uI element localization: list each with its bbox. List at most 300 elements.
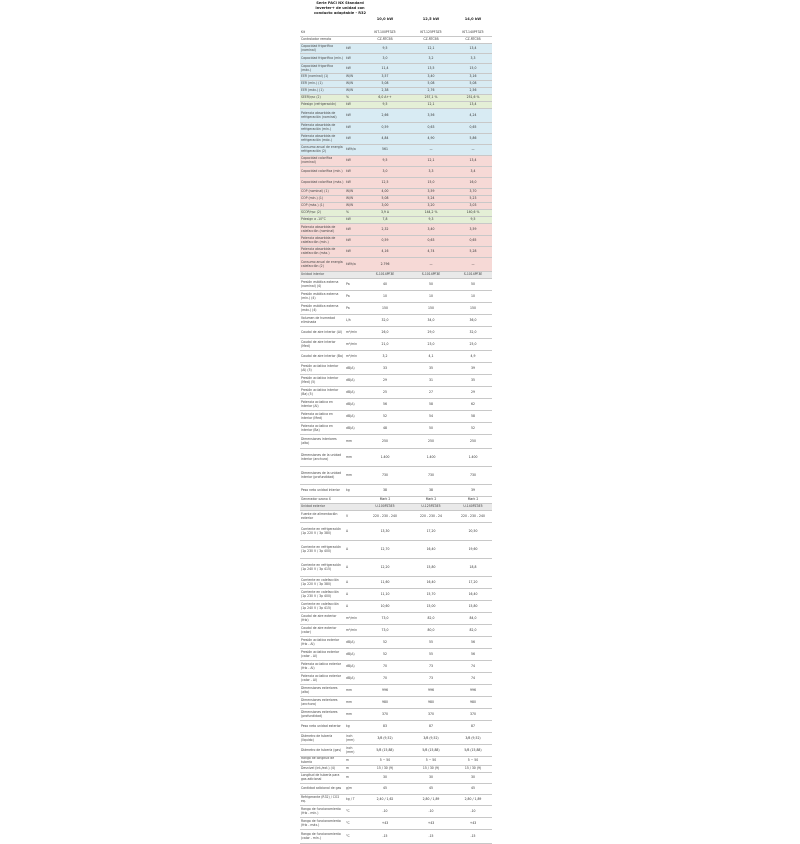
- row-label: Diámetro de tubería (gas): [301, 747, 342, 752]
- row-value: 140,6 %: [466, 210, 480, 215]
- row-value: 9,5: [470, 217, 476, 222]
- row-unit: [346, 497, 360, 503]
- row-value: Mark 2: [379, 497, 391, 502]
- table-row: [300, 589, 492, 601]
- row-label: Desnivel (int./ext.) (4): [301, 766, 336, 771]
- row-unit: W/W: [346, 203, 354, 208]
- row-value: 29,0: [427, 329, 435, 334]
- row-unit: [346, 504, 360, 510]
- table-row: [300, 102, 492, 109]
- row-label: Volumen de humedad eliminada: [301, 315, 335, 324]
- row-value: 3,16: [469, 74, 477, 79]
- row-label: Kit: [301, 30, 306, 35]
- row-label: COP (nominal) (1): [301, 189, 329, 194]
- row-value: 36,0: [469, 317, 477, 322]
- table-row: [300, 709, 492, 721]
- row-value: 561: [382, 147, 388, 152]
- row-value: 3/8 (9,52): [465, 735, 481, 740]
- table-row: [300, 64, 492, 74]
- row-label: Rango de funcionamiento (calor - mín.): [301, 831, 341, 840]
- row-value: Mark 2: [425, 497, 437, 502]
- row-value: 25: [383, 389, 387, 394]
- row-value: 58: [471, 413, 475, 418]
- row-value: KIT-125PF3Z5: [420, 30, 442, 35]
- row-value: 3,57: [381, 74, 389, 79]
- row-value: 56: [471, 639, 475, 644]
- table-row: [300, 134, 492, 145]
- row-value: 3,40: [427, 226, 435, 231]
- row-unit: A: [346, 528, 349, 533]
- row-value: 980: [470, 699, 476, 704]
- row-unit: %: [346, 210, 349, 215]
- row-unit: m: [346, 775, 350, 780]
- row-value: 1.400: [380, 454, 390, 459]
- row-value: 73: [429, 675, 433, 680]
- row-value: 2,76: [427, 88, 435, 93]
- row-value: 4,1: [428, 353, 434, 358]
- row-value: 12,1: [427, 45, 435, 50]
- row-value: 18,8: [469, 564, 477, 569]
- row-label: Caudal de aire interior (Ba): [301, 353, 344, 358]
- row-value: 2.796: [380, 261, 390, 266]
- row-value: 4,74: [427, 249, 435, 254]
- row-value: 980: [382, 699, 388, 704]
- table-row: [300, 167, 492, 178]
- table-row: [300, 351, 492, 363]
- table-row: [300, 818, 492, 830]
- row-label: Dimensiones de la unidad interior (profundidad): [301, 470, 342, 479]
- row-value: 33: [383, 365, 387, 370]
- row-label: Rango de funcionamiento (frío - mín.): [301, 806, 341, 815]
- row-label: Caudal de aire exterior (frío): [301, 613, 337, 622]
- row-unit: inch (mm): [346, 745, 355, 754]
- table-row: [300, 795, 492, 806]
- row-label: EER (nominal) (1): [301, 74, 329, 79]
- table-row: [300, 625, 492, 637]
- row-value: 31: [429, 377, 433, 382]
- row-label: Potencia absorbida de refrigeración (máx.): [301, 134, 336, 142]
- row-value: 370: [470, 711, 476, 716]
- row-value: -15: [382, 833, 388, 838]
- table-row: [300, 291, 492, 303]
- row-value: 2,80 / 1,89: [464, 797, 482, 802]
- row-label: Generador ozono X: [301, 497, 331, 502]
- row-label: Consumo anual de energía refrigeración (2): [301, 145, 343, 153]
- row-value: 0,63: [427, 238, 435, 243]
- table-row: [300, 721, 492, 733]
- row-unit: kW: [346, 55, 351, 60]
- row-value: 3,4: [470, 169, 476, 174]
- table-row: [300, 303, 492, 315]
- row-unit: m³/min: [346, 341, 358, 346]
- row-value: 5,08: [381, 81, 389, 86]
- row-unit: Pa: [346, 281, 350, 286]
- row-label: Dimensiones de la unidad interior (anchura): [301, 452, 342, 461]
- table-row: [300, 30, 492, 37]
- table-row: [300, 145, 492, 156]
- row-value: 73: [429, 663, 433, 668]
- row-value: 3,20: [427, 203, 435, 208]
- row-value: 55: [429, 639, 433, 644]
- row-unit: V: [346, 513, 349, 518]
- row-value: S-1014PF3E: [421, 272, 441, 277]
- row-value: 150: [428, 305, 434, 310]
- row-label: Corriente en calefacción (1p 230 V / 3p 400): [301, 589, 339, 598]
- row-value: 730: [382, 472, 388, 477]
- row-value: 11,60: [380, 579, 390, 584]
- row-value: 15,80: [468, 603, 478, 608]
- row-unit: inch (mm): [346, 733, 355, 742]
- row-value: 10: [471, 293, 475, 298]
- row-value: 54: [429, 413, 433, 418]
- row-unit: g/m: [346, 786, 353, 791]
- row-value: 80,0: [427, 627, 435, 632]
- row-value: 10,60: [380, 603, 390, 608]
- row-label: Longitud de tubería para gas adicional: [301, 773, 340, 781]
- row-value: -15: [428, 833, 434, 838]
- row-value: 3,2: [382, 353, 388, 358]
- table-row: [300, 54, 492, 64]
- row-value: 56: [471, 651, 475, 656]
- row-label: Pdesign a -10°C: [301, 217, 326, 222]
- row-label: Cantidad adicional de gas: [301, 786, 342, 791]
- row-value: 5/8 (15,88): [464, 747, 482, 752]
- row-label: Potencia absorbida de calefacción (nominal): [301, 224, 336, 233]
- row-label: SCOP/ηsc (2): [301, 210, 322, 215]
- row-value: 4,00: [381, 189, 389, 194]
- row-value: 40: [383, 281, 387, 286]
- table-row: [300, 95, 492, 102]
- row-value: 15,70: [426, 591, 436, 596]
- row-value: 12,1: [427, 158, 435, 163]
- row-label: Dimensiones exteriores (profundidad): [301, 709, 338, 718]
- table-row: [300, 327, 492, 339]
- row-unit: kW: [346, 136, 351, 141]
- row-label: Potencia absorbida de calefacción (máx.): [301, 247, 336, 255]
- row-value: 73,0: [381, 627, 389, 632]
- row-value: 5,24: [427, 196, 435, 201]
- row-value: 34,0: [427, 317, 435, 322]
- table-row: [300, 387, 492, 399]
- row-value: 13,4: [469, 158, 477, 163]
- row-unit: °C: [346, 808, 350, 813]
- table-row: [300, 411, 492, 423]
- row-value: 50: [471, 281, 475, 286]
- row-value: 87: [429, 723, 433, 728]
- row-value: 70: [383, 675, 387, 680]
- row-value: 996: [428, 687, 434, 692]
- row-value: KIT-100PF3Z5: [374, 30, 396, 35]
- row-label: Caudal de aire interior (Al): [301, 329, 343, 334]
- row-value: CZ-RTC5B: [423, 37, 439, 42]
- row-unit: kW: [346, 112, 351, 117]
- row-value: 52: [383, 651, 387, 656]
- row-value: 6,0 A++: [378, 95, 392, 100]
- row-value: 150: [382, 305, 388, 310]
- row-value: 370: [382, 711, 388, 716]
- row-value: 7,8: [382, 217, 388, 222]
- row-value: 45: [429, 786, 433, 791]
- table-row: [300, 399, 492, 411]
- row-value: 3,59: [469, 226, 477, 231]
- row-value: 5,28: [469, 249, 477, 254]
- row-label: Rango de funcionamiento (frío - máx.): [301, 818, 341, 827]
- row-value: 3,40: [427, 74, 435, 79]
- row-value: 2,66: [381, 112, 389, 117]
- row-value: 220 - 230 - 24: [420, 513, 442, 518]
- row-unit: L/h: [346, 317, 351, 322]
- row-value: 3,9 A: [380, 210, 390, 215]
- row-value: 11,4: [381, 65, 389, 70]
- row-label: Caudal de aire interior (Med): [301, 339, 336, 348]
- row-label: Unidad interior: [301, 272, 325, 277]
- table-row: [300, 210, 492, 217]
- row-value: 2,40 / 1,62: [376, 797, 394, 802]
- row-label: Potencia acústica en interior (Al): [301, 399, 333, 408]
- row-value: 15,00: [426, 603, 436, 608]
- row-value: 13,30: [380, 528, 390, 533]
- row-label: Controlador remoto: [301, 37, 332, 42]
- row-value: 1.400: [468, 454, 478, 459]
- row-value: CZ-RTC5B: [465, 37, 481, 42]
- row-unit: [346, 272, 360, 278]
- row-value: 2,80 / 1,89: [422, 797, 440, 802]
- row-unit: m³/min: [346, 627, 358, 632]
- table-row: [300, 511, 492, 523]
- row-value: 16,40: [426, 579, 436, 584]
- row-value: CZ-RTC5B: [377, 37, 393, 42]
- row-value: 73,0: [381, 615, 389, 620]
- table-row: [300, 339, 492, 351]
- row-value: 4,24: [469, 112, 477, 117]
- row-value: —: [471, 147, 475, 152]
- table-row: [300, 733, 492, 745]
- row-label: Presión acústica exterior (calor - Al): [301, 649, 340, 658]
- row-value: U-100PZ3E5: [375, 504, 395, 509]
- row-value: 3,59: [427, 189, 435, 194]
- table-row: [300, 449, 492, 467]
- row-value: 30: [383, 775, 387, 780]
- row-value: 38: [429, 487, 433, 492]
- row-label: Capacidad frigorífica (nominal): [301, 44, 334, 52]
- table-row: [300, 577, 492, 589]
- row-value: 3,0: [382, 55, 388, 60]
- row-value: 980: [428, 699, 434, 704]
- row-unit: kWh/a: [346, 147, 356, 152]
- row-label: Presión estática externa (nominal) (4): [301, 279, 339, 288]
- row-value: —: [429, 261, 433, 266]
- row-label: Dimensiones interiores (alto): [301, 436, 337, 445]
- row-value: +43: [469, 820, 477, 825]
- table-row: [300, 784, 492, 795]
- row-label: Capacidad frigorífica (máx.): [301, 64, 334, 72]
- row-value: 9,5: [382, 102, 388, 107]
- table-row: [300, 601, 492, 613]
- row-unit: A: [346, 603, 349, 608]
- row-value: 0,63: [427, 125, 435, 130]
- table-row: [300, 279, 492, 291]
- row-value: 0,59: [381, 238, 389, 243]
- row-value: 5 ~ 50: [467, 758, 479, 763]
- row-unit: %: [346, 95, 349, 100]
- row-value: U-140PZ3E5: [463, 504, 483, 509]
- row-value: 220 - 230 - 240: [373, 513, 397, 518]
- row-value: 82,0: [469, 627, 477, 632]
- row-label: Peso neto unidad exterior: [301, 723, 341, 728]
- row-unit: kW: [346, 217, 351, 222]
- row-unit: Pa: [346, 293, 350, 298]
- row-unit: dB(A): [346, 639, 355, 644]
- row-unit: dB(A): [346, 675, 355, 680]
- row-value: 4,16: [381, 249, 389, 254]
- row-value: 15 / 30 (9): [422, 766, 440, 771]
- row-unit: [346, 30, 360, 36]
- row-value: 370: [428, 711, 434, 716]
- row-unit: Pa: [346, 305, 350, 310]
- row-value: 50: [429, 281, 433, 286]
- row-label: Rango de longitud de tubería: [301, 757, 335, 764]
- row-value: 12,20: [380, 564, 390, 569]
- row-value: 150: [470, 305, 476, 310]
- row-value: 250: [382, 438, 388, 443]
- row-value: 3,3: [428, 169, 434, 174]
- table-row: [300, 541, 492, 559]
- row-value: 3,3: [470, 55, 476, 60]
- table-row: [300, 649, 492, 661]
- row-unit: kW: [346, 180, 351, 185]
- row-value: 26,0: [381, 329, 389, 334]
- row-value: 39: [471, 365, 475, 370]
- row-value: 5 ~ 50: [425, 758, 437, 763]
- row-unit: kW: [346, 238, 351, 243]
- table-row: [300, 88, 492, 95]
- row-value: 996: [382, 687, 388, 692]
- row-value: 3,00: [381, 203, 389, 208]
- row-value: 17,20: [426, 528, 436, 533]
- row-unit: kg: [346, 723, 350, 728]
- table-row: [300, 123, 492, 134]
- row-label: SEER/ηsc (2): [301, 95, 321, 100]
- row-unit: dB(A): [346, 663, 355, 668]
- row-label: Presión estática externa (máx.) (4): [301, 303, 339, 312]
- row-label: Corriente en calefacción (1p 240 V / 3p 415): [301, 601, 339, 610]
- row-value: 52: [471, 425, 475, 430]
- table-row: [300, 766, 492, 773]
- row-value: 3,0: [382, 169, 388, 174]
- table-row: [300, 697, 492, 709]
- row-unit: m: [346, 758, 350, 763]
- row-unit: mm: [346, 687, 353, 692]
- row-label: Corriente en refrigeración (1p 230 V / 3p 400): [301, 544, 341, 553]
- table-row: [300, 44, 492, 54]
- table-row: [300, 830, 492, 844]
- capacity-header-1: 10,0 kW: [376, 17, 394, 21]
- row-value: 10: [429, 293, 433, 298]
- table-row: [300, 196, 492, 203]
- row-unit: A: [346, 579, 349, 584]
- row-value: KIT-140PF3Z5: [462, 30, 484, 35]
- table-row: [300, 217, 492, 224]
- row-label: Capacidad frigorífica (mín.): [301, 55, 344, 60]
- row-unit: mm: [346, 699, 353, 704]
- row-label: Caudal de aire exterior (calor): [301, 625, 337, 634]
- row-label: Capacidad calorífica (mín.): [301, 169, 343, 174]
- row-value: 4,84: [381, 136, 389, 141]
- row-value: 3/8 (9,52): [377, 735, 393, 740]
- row-value: 0,65: [469, 238, 477, 243]
- table-row: [300, 74, 492, 81]
- row-unit: dB(A): [346, 425, 355, 430]
- row-value: 32,0: [469, 329, 477, 334]
- row-unit: W/W: [346, 196, 354, 201]
- table-row: [300, 497, 492, 504]
- row-label: Presión estática externa (mín.) (4): [301, 291, 339, 300]
- row-value: 144,2 %: [424, 210, 438, 215]
- row-value: 56: [383, 401, 387, 406]
- row-value: 9,3: [428, 217, 434, 222]
- row-value: Mark 2: [467, 497, 479, 502]
- row-unit: kW: [346, 169, 351, 174]
- row-unit: dB(A): [346, 389, 355, 394]
- row-value: 39: [471, 487, 475, 492]
- row-value: 82,0: [427, 615, 435, 620]
- row-value: 10: [383, 293, 387, 298]
- row-value: 32,0: [381, 317, 389, 322]
- row-value: 29: [471, 389, 475, 394]
- row-label: COP (mín.) (1): [301, 196, 324, 201]
- table-row: [300, 485, 492, 497]
- row-unit: °C: [346, 833, 350, 838]
- row-value: 52: [383, 413, 387, 418]
- row-value: 84,0: [469, 615, 477, 620]
- row-value: 5,08: [381, 196, 389, 201]
- row-value: 3,03: [469, 203, 477, 208]
- table-row: [300, 661, 492, 673]
- row-value: 5,86: [469, 136, 477, 141]
- table-row: [300, 236, 492, 247]
- row-value: -10: [382, 808, 388, 813]
- row-value: +43: [427, 820, 435, 825]
- row-label: Presión acústica interior (Med) (5): [301, 375, 339, 384]
- row-value: 11,10: [380, 591, 390, 596]
- row-label: Potencia acústica exterior (calor - Al): [301, 673, 342, 682]
- row-label: Fuente de alimentación exterior: [301, 511, 338, 520]
- table-row: [300, 363, 492, 375]
- row-value: 13,5: [427, 65, 435, 70]
- row-value: 4,90: [427, 136, 435, 141]
- table-row: [300, 773, 492, 784]
- table-row: [300, 467, 492, 485]
- row-value: —: [429, 147, 433, 152]
- row-unit: kg: [346, 487, 350, 492]
- row-value: 25,0: [469, 341, 477, 346]
- row-unit: dB(A): [346, 401, 355, 406]
- row-value: 250: [428, 438, 434, 443]
- table-header: [300, 0, 492, 30]
- row-label: Corriente en refrigeración (1p 240 V / 3p 415): [301, 562, 341, 571]
- row-label: Corriente en calefacción (1p 220 V / 3p 380): [301, 577, 339, 586]
- row-unit: dB(A): [346, 365, 355, 370]
- row-value: —: [471, 261, 475, 266]
- row-value: U-125PZ3E5: [421, 504, 441, 509]
- row-unit: mm: [346, 454, 353, 459]
- table-row: [300, 637, 492, 649]
- row-value: 74: [471, 675, 475, 680]
- row-value: 62: [471, 401, 475, 406]
- row-value: 83: [383, 723, 387, 728]
- row-value: S-1014PF3E: [463, 272, 483, 277]
- row-label: Dimensiones exteriores (anchura): [301, 697, 338, 706]
